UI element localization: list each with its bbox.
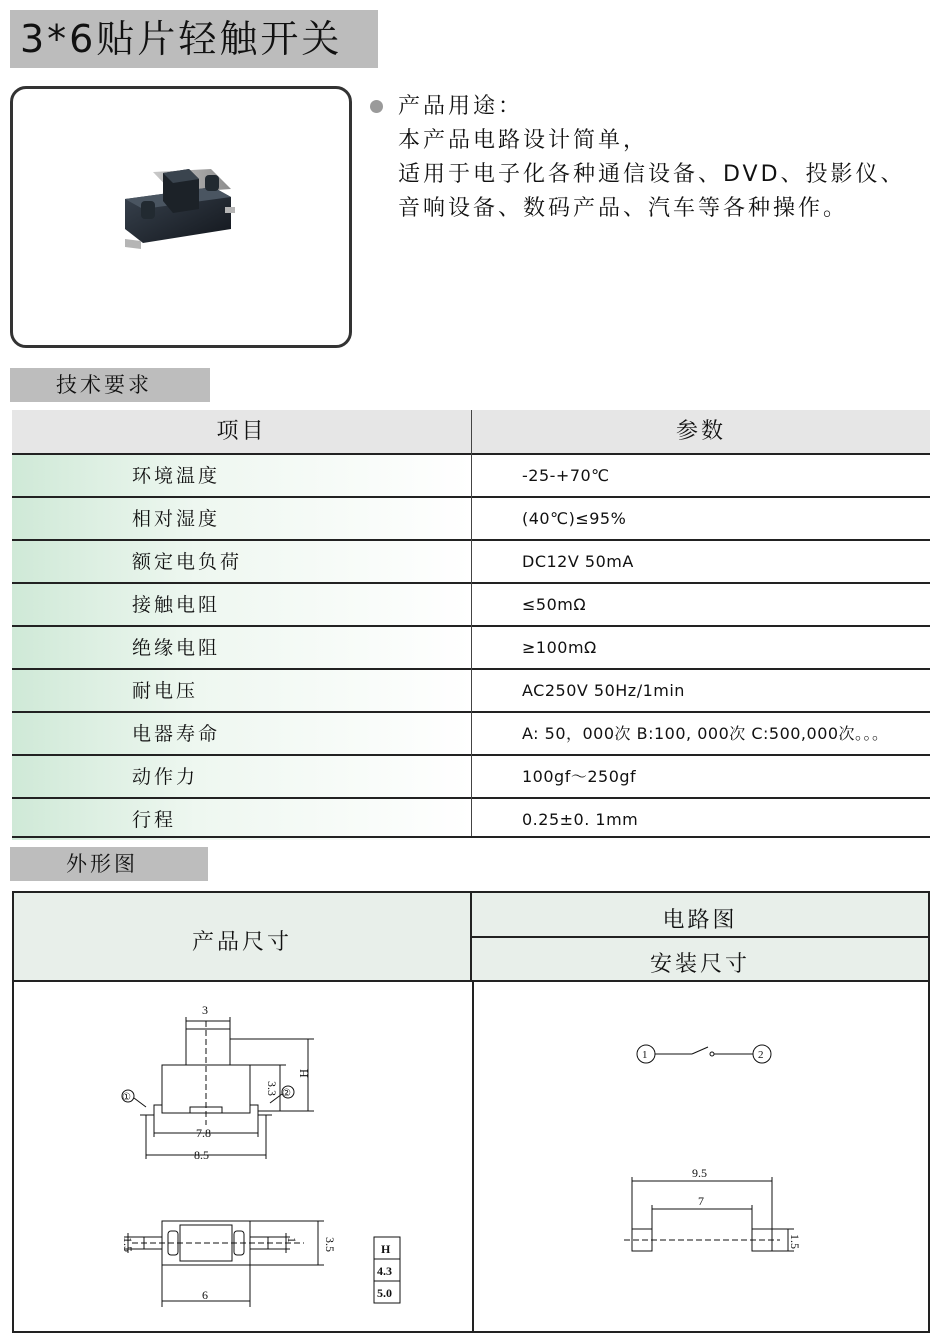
product-photo [10, 86, 352, 348]
bullet-icon [370, 100, 383, 113]
tech-section-bar [10, 368, 210, 402]
column-divider [471, 410, 472, 838]
dim-height: 3.3 [265, 1081, 279, 1096]
row-item: 动作力 [132, 766, 199, 788]
row-value: -25-+70℃ [522, 466, 610, 485]
usage-line: 音响设备、数码产品、汽车等各种操作。 [398, 196, 849, 221]
row-value: (40℃)≤95% [522, 509, 627, 528]
dim-bottom-mid: 1 [285, 1237, 299, 1243]
row-value: A: 50，000次 B:100, 000次 C:500,000次。。。 [522, 724, 889, 743]
circuit-and-mount-drawing [474, 893, 930, 1333]
table-bottom-rule [12, 836, 930, 838]
page-title: 3*6贴片轻触开关 [20, 17, 343, 61]
row-item: 相对湿度 [132, 508, 221, 530]
row-item: 额定电负荷 [132, 551, 243, 573]
outline-section-bar [10, 847, 208, 881]
row-item: 电器寿命 [132, 723, 221, 745]
dim-mount-outer: 9.5 [692, 1166, 707, 1180]
row-item: 接触电阻 [132, 594, 221, 616]
row-item: 环境温度 [132, 465, 221, 487]
pin2-marker: ② [282, 1088, 291, 1099]
switch-photo-image [13, 89, 349, 345]
dim-mount-height: 1.5 [788, 1234, 802, 1249]
h-table-header: H [381, 1242, 391, 1256]
usage-line: 适用于电子化各种通信设备、DVD、投影仪、 [398, 162, 906, 187]
row-value: AC250V 50Hz/1min [522, 681, 685, 700]
header-param: 参数 [675, 419, 726, 444]
dim-body-inner: 7.8 [196, 1126, 211, 1140]
row-item: 行程 [132, 809, 177, 831]
row-value: ≤50mΩ [522, 595, 587, 614]
dim-h: H [297, 1069, 311, 1078]
outline-section-title: 外形图 [66, 852, 138, 876]
row-value: 0.25±0. 1mm [522, 810, 639, 829]
dim-bottom-left: 1.5 [121, 1237, 135, 1252]
product-dimension-drawing [14, 893, 470, 1333]
h-table-value: 5.0 [377, 1286, 392, 1300]
row-value: DC12V 50mA [522, 552, 634, 571]
dim-body-outer: 8.5 [194, 1148, 209, 1162]
pin1-marker: ① [122, 1092, 131, 1103]
product-size-label: 产品尺寸 [191, 930, 292, 955]
row-item: 耐电压 [132, 680, 199, 702]
outline-drawing-box [12, 891, 930, 1333]
circuit-label: 电路图 [662, 908, 738, 933]
title-bar [10, 10, 378, 68]
circuit-pin2: 2 [758, 1049, 764, 1061]
circuit-pin1: 1 [642, 1049, 648, 1061]
dim-bottom-width: 6 [202, 1288, 208, 1302]
row-value: 100gf～250gf [522, 767, 637, 786]
usage-line: 本产品电路设计简单， [398, 128, 649, 153]
mounting-label: 安装尺寸 [649, 952, 750, 977]
dim-mount-inner: 7 [698, 1194, 704, 1208]
h-table-value: 4.3 [377, 1264, 392, 1278]
header-item: 项目 [216, 419, 267, 444]
tech-section-title: 技术要求 [56, 373, 152, 397]
row-item: 绝缘电阻 [132, 637, 221, 659]
row-value: ≥100mΩ [522, 638, 597, 657]
usage-heading: 产品用途： [398, 94, 524, 119]
dim-top-width: 3 [202, 1003, 208, 1017]
dim-bottom-right: 3.5 [323, 1237, 337, 1252]
